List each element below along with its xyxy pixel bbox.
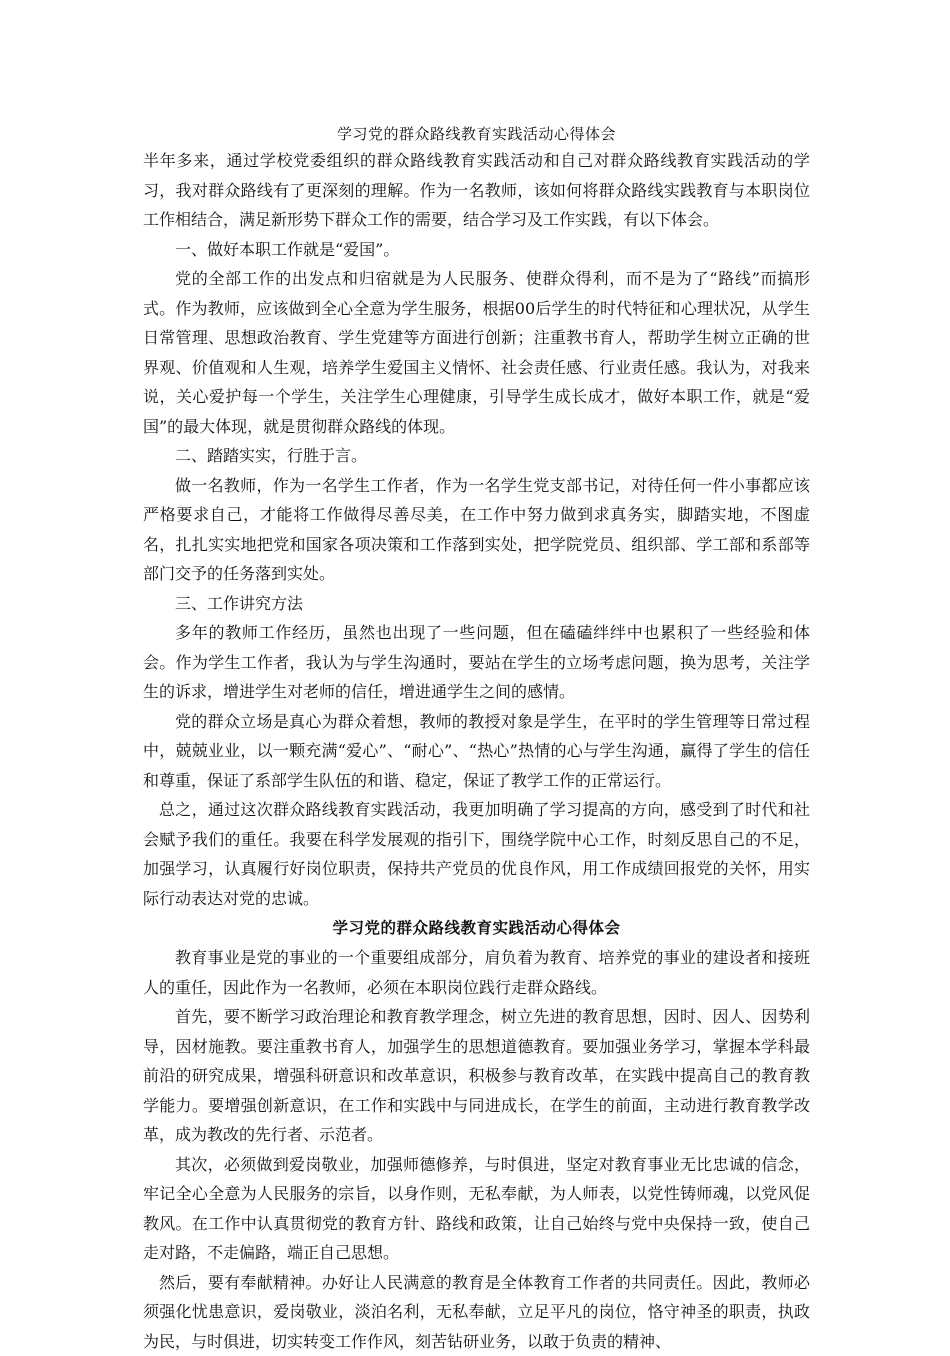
article-1-intro: 半年多来，通过学校党委组织的群众路线教育实践活动和自己对群众路线教育实践活动的学习，我对群众路线有了更深刻的理解。作为一名教师，该如何将群众路线实践教育与本职岗位工作相结合，满足新形势下群众工作的需要，结合学习及工作实践，有以下体会。 — [143, 146, 810, 235]
article-1-paragraph-1: 党的全部工作的出发点和归宿就是为人民服务、使群众得利，而不是为了“路线”而搞形式。作为教师，应该做到全心全意为学生服务，根据00后学生的时代特征和心理状况，从学生日常管理、思想政治教育、学生党建等方面进行创新；注重教书育人，帮助学生树立正确的世界观、价值观和人生观，培养学生爱国主义情怀、社会责任感、行业责任感。我认为，对我来说，关心爱护每一个学生，关注学生心理健康，引导学生成长成才，做好本职工作，就是“爱国”的最大体现，就是贯彻群众路线的体现。 — [143, 264, 810, 441]
article-1-paragraph-3: 多年的教师工作经历，虽然也出现了一些问题，但在磕磕绊绊中也累积了一些经验和体会。作为学生工作者，我认为与学生沟通时，要站在学生的立场考虑问题，换为思考，关注学生的诉求，增进学生对老师的信任，增进通学生之间的感情。 — [143, 618, 810, 707]
article-2-paragraph-4: 然后，要有奉献精神。办好让人民满意的教育是全体教育工作者的共同责任。因此，教师必须强化忧患意识，爱岗敬业，淡泊名利，无私奉献，立足平凡的岗位，恪守神圣的职责，执政为民，与时俱进，切实转变工作作风，刻苦钻研业务，以敢于负责的精神、 — [143, 1268, 810, 1356]
article-1-conclusion: 总之，通过这次群众路线教育实践活动，我更加明确了学习提高的方向，感受到了时代和社会赋予我们的重任。我要在科学发展观的指引下，围绕学院中心工作，时刻反思自己的不足，加强学习，认真履行好岗位职责，保持共产党员的优良作风，用工作成绩回报党的关怀，用实际行动表达对党的忠诚。 — [143, 795, 810, 913]
article-1-title: 学习党的群众路线教育实践活动心得体会 — [143, 122, 810, 146]
article-2-paragraph-3: 其次，必须做到爱岗敬业，加强师德修养，与时俱进，坚定对教育事业无比忠诚的信念，牢记全心全意为人民服务的宗旨，以身作则，无私奉献，为人师表，以党性铸师魂，以党风促教风。在工作中认真贯彻党的教育方针、路线和政策，让自己始终与党中央保持一致，使自己走对路，不走偏路，端正自己思想。 — [143, 1150, 810, 1268]
article-1-heading-2: 二、踏踏实实，行胜于言。 — [143, 441, 810, 471]
article-1-paragraph-4: 党的群众立场是真心为群众着想，教师的教授对象是学生，在平时的学生管理等日常过程中，兢兢业业，以一颗充满“爱心”、“耐心”、“热心”热情的心与学生沟通，赢得了学生的信任和尊重，保证了系部学生队伍的和谐、稳定，保证了教学工作的正常运行。 — [143, 707, 810, 796]
article-2-paragraph-1: 教育事业是党的事业的一个重要组成部分，肩负着为教育、培养党的事业的建设者和接班人的重任，因此作为一名教师，必须在本职岗位践行走群众路线。 — [143, 943, 810, 1002]
article-1-heading-1: 一、做好本职工作就是“爱国”。 — [143, 235, 810, 265]
article-1-heading-3: 三、工作讲究方法 — [143, 589, 810, 619]
article-2-paragraph-2: 首先，要不断学习政治理论和教育教学理念，树立先进的教育思想，因时、因人、因势利导，因材施教。要注重教书育人，加强学生的思想道德教育。要加强业务学习，掌握本学科最前沿的研究成果，增强科研意识和改革意识，积极参与教育改革，在实践中提高自己的教育教学能力。要增强创新意识，在工作和实践中与同进成长，在学生的前面，主动进行教育教学改革，成为教改的先行者、示范者。 — [143, 1002, 810, 1150]
document-page — [143, 122, 810, 1356]
article-1-paragraph-2: 做一名教师，作为一名学生工作者，作为一名学生党支部书记，对待任何一件小事都应该严格要求自己，才能将工作做得尽善尽美，在工作中努力做到求真务实，脚踏实地，不图虚名，扎扎实实地把党和国家各项决策和工作落到实处，把学院党员、组织部、学工部和系部等部门交予的任务落到实处。 — [143, 471, 810, 589]
article-2-title: 学习党的群众路线教育实践活动心得体会 — [143, 913, 810, 943]
